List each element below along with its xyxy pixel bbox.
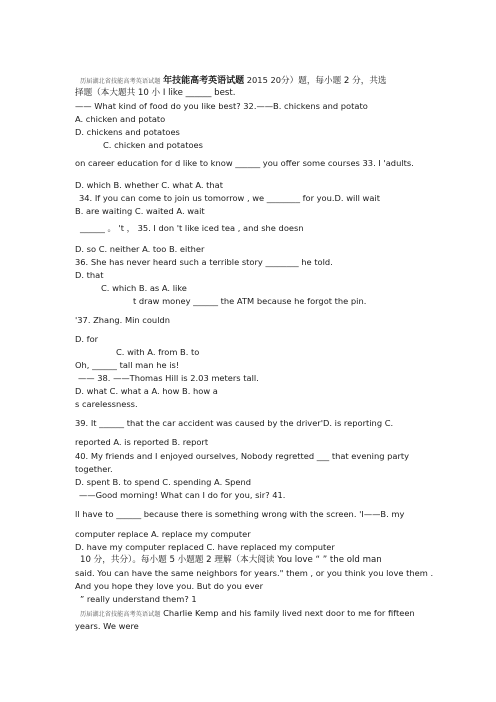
question-41-stem: ll have to ______ because there is something wrong with the screen. 'I——B. my xyxy=(75,509,405,519)
question-39-fragment: s carelessness. xyxy=(75,399,138,409)
question-39-stem: 39. It ______ that the car accident was caused by the driver'D. is reporting C. xyxy=(75,418,394,428)
reading-passage-line: ” really understand them? 1 xyxy=(80,594,197,604)
option-line: computer replace A. replace my computer xyxy=(75,529,251,539)
option-line: C. which B. as A. like xyxy=(101,283,187,293)
header-score: 2015 20 xyxy=(246,75,282,85)
reading-passage-line: said. You can have the same neighbors for years." them , or you think you love them . xyxy=(75,568,434,578)
question-40-stem: 40. My friends and I enjoyed ourselves, Nobody regretted ___ that evening party xyxy=(75,451,410,461)
option-line: D. spent B. to spend C. spending A. Spend xyxy=(75,477,252,487)
question-40-stem-cont: together. xyxy=(75,464,113,474)
reading-passage-line: years. We were xyxy=(75,621,139,631)
option-line: A. chicken and potato xyxy=(75,114,166,124)
question-34-stem: 34. If you can come to join us tomorrow , we ________ for you.D. will wait xyxy=(79,193,380,203)
reading-passage-text: Charlie Kemp and his family lived next door to me for fifteen xyxy=(163,608,415,618)
question-31-stem: 择题（本大题共 10 小 I like ______ best. xyxy=(75,88,236,98)
footer-passage-line xyxy=(80,608,415,620)
option-line: reported A. is reported B. report xyxy=(75,437,209,447)
option-line: C. chicken and potatoes xyxy=(103,140,203,150)
option-line: D. that xyxy=(75,270,104,280)
option-line: D. for xyxy=(75,334,99,344)
option-line: D. which B. whether C. what A. that xyxy=(75,180,223,190)
option-line: D. what C. what a A. how B. how a xyxy=(75,386,218,396)
running-header: 历届湖北省技能高考英语试题 xyxy=(80,611,161,618)
reading-passage-line: And you hope they love you. But do you ever xyxy=(75,581,264,591)
question-31-dialogue: —— What kind of food do you like best? 32.——B. chickens and potato xyxy=(75,101,368,111)
option-line: B. are waiting C. waited A. wait xyxy=(75,206,205,216)
question-35-stem: ______ 。 't ， 35. I don 't like iced tea , and she doesn xyxy=(80,223,304,233)
option-line: D. so C. neither A. too B. either xyxy=(75,244,205,254)
question-41-dialogue: ——Good morning! What can I do for you, sir? 41. xyxy=(79,490,286,500)
option-line: D. chickens and potatoes xyxy=(75,127,180,137)
question-38-stem: Oh, ______ tall man he is! xyxy=(75,360,180,370)
reading-section-instruction: 10 分，共分）。每小题 5 小题题 2 理解（本大阅读 You love “ ” the old man xyxy=(80,555,382,565)
question-37-number: '37. Zhang. Min couldn xyxy=(75,315,171,325)
question-37-stem: t draw money ______ the ATM because he forgot the pin. xyxy=(133,296,367,306)
document-title: 年技能高考英语试题 xyxy=(163,76,245,86)
running-header: 历届湖北省技能高考英语试题 xyxy=(80,78,161,85)
question-36-stem: 36. She has never heard such a terrible story ________ he told. xyxy=(75,257,333,267)
header-line xyxy=(80,75,387,87)
section-instruction: 分）题，每小题 2 分，共选 xyxy=(281,76,387,86)
question-33-stem: on career education for d like to know ______ you offer some courses 33. I 'adults. xyxy=(75,158,414,168)
option-line: C. with A. from B. to xyxy=(116,347,200,357)
option-line: D. have my computer replaced C. have replaced my computer xyxy=(75,542,335,552)
question-38-dialogue: —— 38. ——Thomas Hill is 2.03 meters tall. xyxy=(78,373,259,383)
